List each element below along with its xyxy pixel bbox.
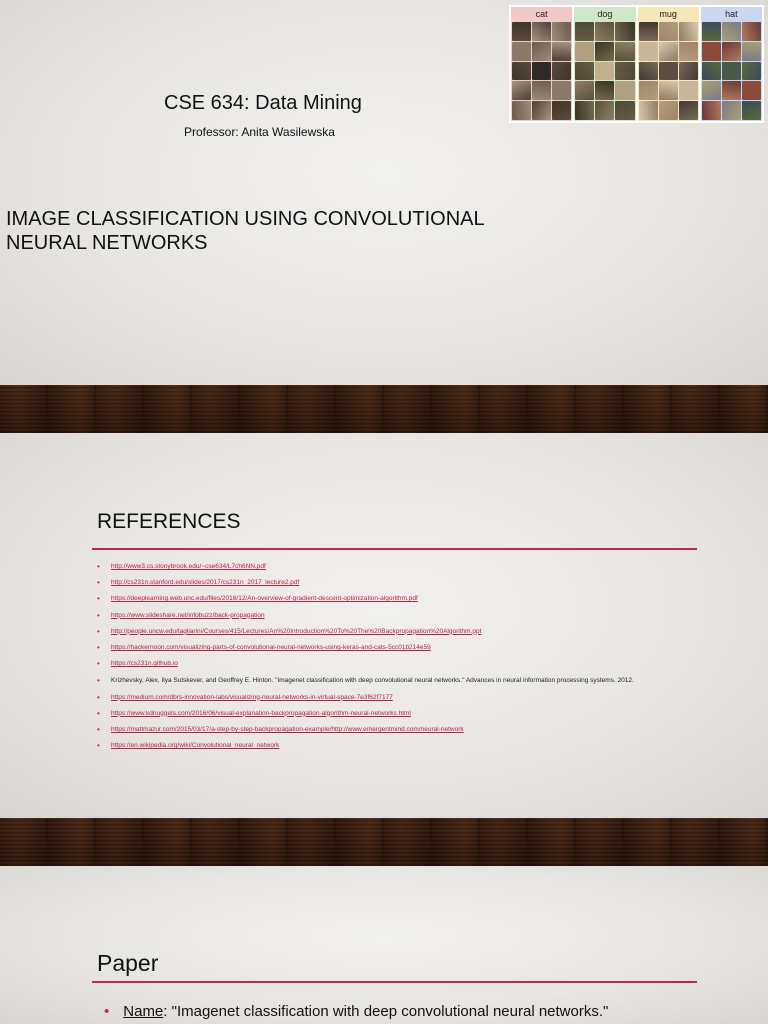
class-thumbnail-image: [595, 101, 614, 120]
class-thumbnail-image: [722, 101, 741, 120]
class-thumbnail-image: [742, 81, 761, 100]
class-thumbnail-image: [532, 62, 551, 81]
class-thumbnail-image: [679, 62, 698, 81]
class-thumbnail-image: [552, 62, 571, 81]
class-thumbnail-image: [532, 42, 551, 61]
reference-link[interactable]: http://cs231n.stanford.edu/slides/2017/cs231n_2017_lecture2.pdf: [111, 579, 300, 587]
class-thumbnail-image: [639, 101, 658, 120]
class-thumbnails: [638, 21, 699, 121]
class-thumbnail-image: [639, 62, 658, 81]
reference-link[interactable]: https://cs231n.github.io: [111, 660, 178, 668]
class-thumbnails: [511, 21, 572, 121]
reference-item: [97, 563, 677, 571]
presentation-title: IMAGE CLASSIFICATION USING CONVOLUTIONAL NEURAL NETWORKS: [6, 208, 484, 254]
class-thumbnail-image: [532, 81, 551, 100]
reference-link[interactable]: https://deeplearning.web.unc.edu/files/2016/12/An-overview-of-gradient-descent-optimization-algorithm.pdf: [111, 595, 418, 603]
class-thumbnail-image: [659, 22, 678, 41]
class-thumbnail-image: [575, 42, 594, 61]
class-thumbnail-image: [722, 22, 741, 41]
heading-rule: [92, 981, 697, 983]
class-thumbnail-image: [679, 42, 698, 61]
paper-name-label: Name: [123, 1003, 164, 1020]
class-thumbnail-image: [532, 101, 551, 120]
class-thumbnail-image: [722, 81, 741, 100]
reference-item: [97, 644, 677, 652]
class-label-cat: cat: [511, 7, 572, 21]
image-class-examples: [509, 5, 764, 123]
class-label-hat: hat: [701, 7, 762, 21]
class-thumbnail-image: [639, 22, 658, 41]
references-list: [97, 563, 677, 758]
professor-name: Professor: Anita Wasilewska: [184, 125, 335, 139]
class-thumbnail-image: [575, 62, 594, 81]
class-thumbnail-image: [575, 81, 594, 100]
class-thumbnail-image: [742, 42, 761, 61]
class-thumbnail-image: [722, 62, 741, 81]
class-thumbnail-image: [552, 22, 571, 41]
reference-link[interactable]: https://www.slideshare.net/infobuzz/back-propagation: [111, 611, 265, 619]
class-thumbnail-image: [512, 42, 531, 61]
class-thumbnail-image: [575, 22, 594, 41]
class-thumbnail-image: [595, 22, 614, 41]
reference-link[interactable]: http://people.uncw.edu/tagliarini/Courses/415/Lectures/An%20Introduction%20To%20The%20Backpropagation%20Algorithm.ppt: [111, 627, 482, 635]
bullet-icon: •: [104, 1003, 110, 1020]
reference-link[interactable]: https://en.wikipedia.org/wiki/Convolutional_neural_network: [111, 742, 280, 750]
references-slide: [0, 433, 768, 818]
class-thumbnail-image: [512, 22, 531, 41]
reference-item: [97, 710, 677, 718]
class-thumbnail-image: [615, 62, 634, 81]
heading-rule: [92, 548, 697, 550]
class-thumbnail-image: [512, 101, 531, 120]
class-thumbnail-image: [679, 101, 698, 120]
class-thumbnail-image: [512, 81, 531, 100]
reference-item: [97, 742, 677, 750]
class-thumbnail-image: [659, 81, 678, 100]
reference-link[interactable]: https://www.kdnuggets.com/2016/06/visual-explanation-backpropagation-algorithm-neural-networks.html: [111, 709, 411, 717]
class-thumbnail-image: [659, 42, 678, 61]
class-thumbnail-image: [742, 101, 761, 120]
class-thumbnail-image: [552, 101, 571, 120]
reference-link[interactable]: https://hackernoon.com/visualizing-parts-of-convolutional-neural-networks-using-keras-and-cats-5cc01b214e59: [111, 643, 431, 651]
class-thumbnail-image: [595, 42, 614, 61]
paper-slide: [0, 866, 768, 1024]
class-thumbnail-image: [615, 42, 634, 61]
reference-link[interactable]: https://medium.com/dbrs-innovation-labs/visualizing-neural-networks-in-virtual-space-7e3f62f7177: [111, 693, 393, 701]
class-thumbnails: [574, 21, 635, 121]
reference-item: [97, 612, 677, 620]
class-column-hat: [701, 7, 762, 121]
class-thumbnail-image: [639, 42, 658, 61]
class-thumbnail-image: [595, 62, 614, 81]
class-thumbnail-image: [742, 22, 761, 41]
class-label-mug: mug: [638, 7, 699, 21]
reference-item: [97, 579, 677, 587]
class-thumbnail-image: [552, 42, 571, 61]
class-thumbnail-image: [615, 22, 634, 41]
class-label-dog: dog: [574, 7, 635, 21]
class-thumbnail-image: [702, 42, 721, 61]
class-thumbnail-image: [552, 81, 571, 100]
reference-citation: Krizhevsky, Alex, Ilya Sutskever, and Geoffrey E. Hinton. "Imagenet classification with deep convolutional neural networks." Advances in neural information processing systems. 2012.: [111, 677, 634, 685]
class-thumbnail-image: [702, 62, 721, 81]
class-column-dog: [574, 7, 635, 121]
reference-link[interactable]: http://www3.cs.stonybrook.edu/~cse634/L7ch6NN.pdf: [111, 563, 266, 570]
course-title: CSE 634: Data Mining: [164, 92, 362, 114]
paper-name-value: : "Imagenet classification with deep convolutional neural networks.": [163, 1003, 609, 1020]
title-slide: [0, 0, 768, 385]
reference-item: [97, 595, 677, 603]
class-thumbnail-image: [702, 81, 721, 100]
reference-item: [97, 660, 677, 668]
reference-link[interactable]: https://mattmazur.com/2015/03/17/a-step-by-step-backpropagation-example/http://www.emergentmind.com/neural-network: [111, 725, 464, 733]
class-thumbnail-image: [742, 62, 761, 81]
wood-divider: [0, 385, 768, 433]
wood-divider: [0, 818, 768, 866]
class-thumbnail-image: [532, 22, 551, 41]
reference-item: [97, 676, 677, 685]
reference-item: [97, 628, 677, 636]
class-thumbnail-image: [679, 81, 698, 100]
class-thumbnail-image: [702, 101, 721, 120]
class-thumbnails: [701, 21, 762, 121]
paper-heading: Paper: [97, 950, 159, 976]
class-thumbnail-image: [722, 42, 741, 61]
reference-item: [97, 726, 677, 734]
class-thumbnail-image: [639, 81, 658, 100]
class-column-mug: [638, 7, 699, 121]
references-heading: REFERENCES: [97, 510, 241, 533]
class-column-cat: [511, 7, 572, 121]
class-thumbnail-image: [615, 101, 634, 120]
class-thumbnail-image: [659, 62, 678, 81]
class-thumbnail-image: [702, 22, 721, 41]
paper-name-item: [104, 1003, 608, 1020]
class-thumbnail-image: [575, 101, 594, 120]
class-thumbnail-image: [679, 22, 698, 41]
class-thumbnail-image: [659, 101, 678, 120]
reference-item: [97, 694, 677, 702]
class-thumbnail-image: [512, 62, 531, 81]
class-thumbnail-image: [595, 81, 614, 100]
class-thumbnail-image: [615, 81, 634, 100]
